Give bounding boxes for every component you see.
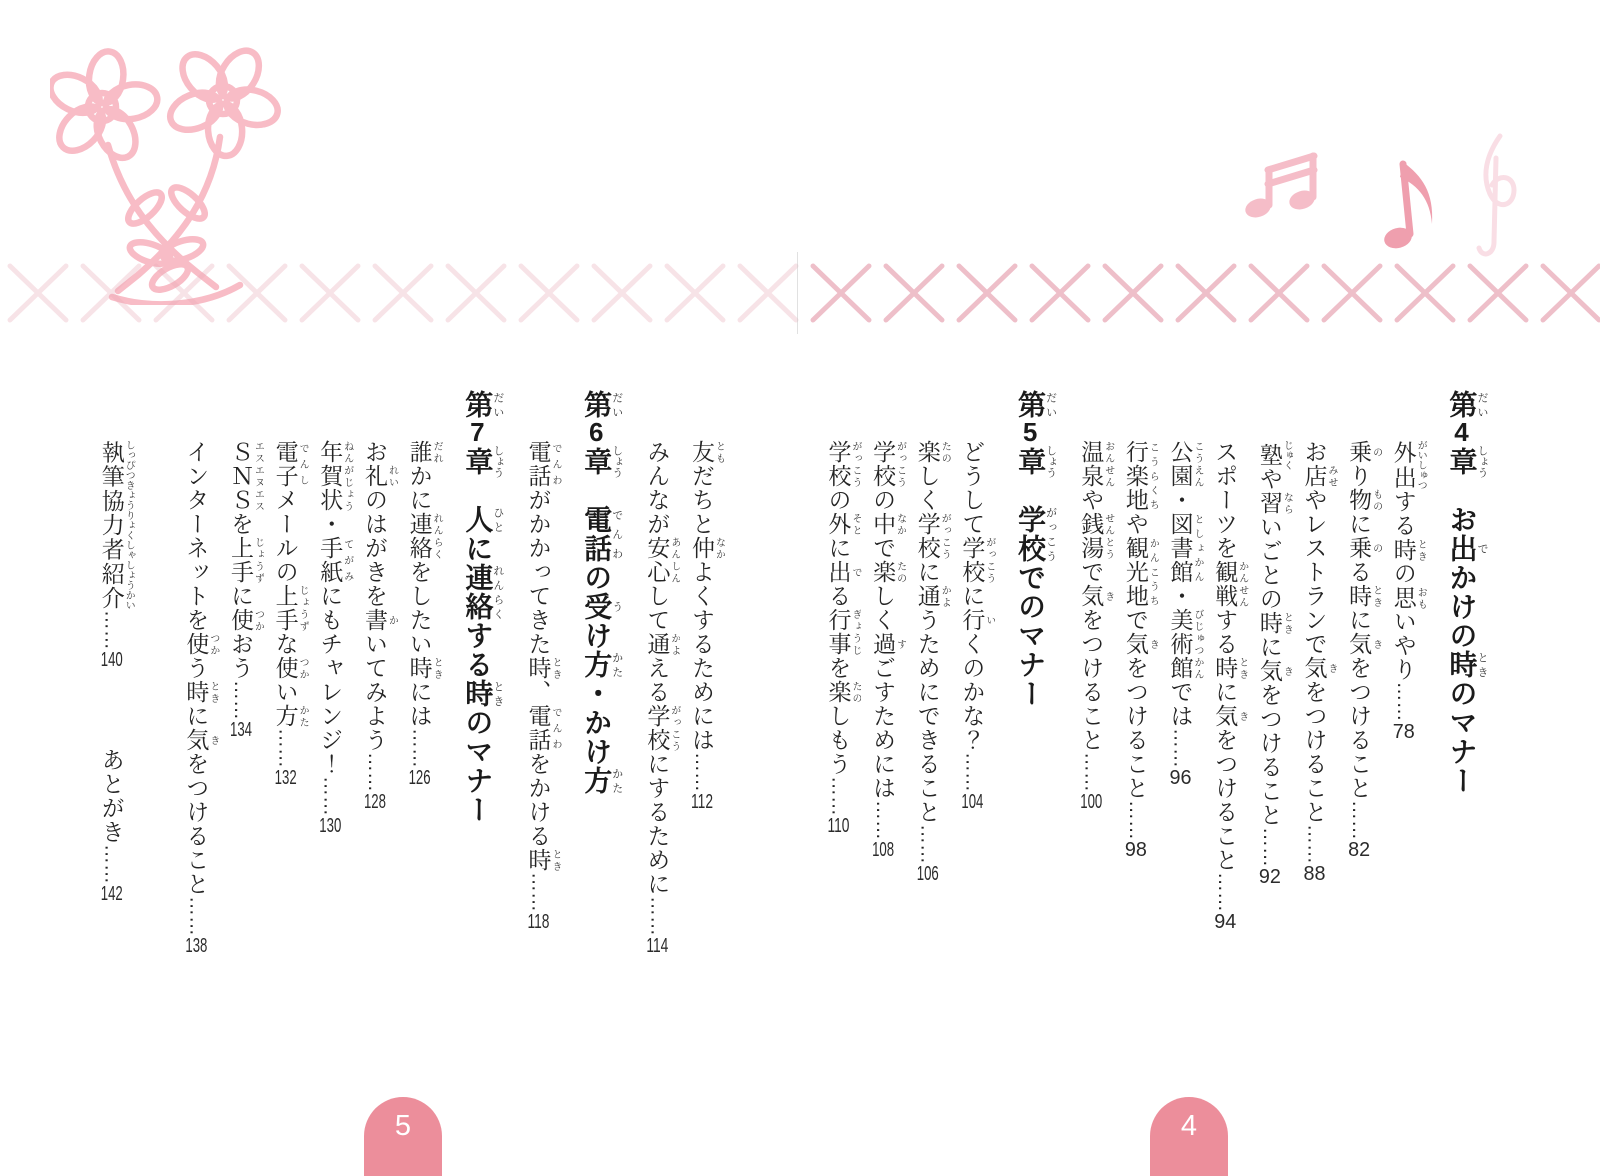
toc-page-ref: 100 — [1080, 792, 1103, 812]
toc-entry-text: ＳＮＳエスエヌエスを上手じょうずに使つかおう……134 — [228, 440, 264, 740]
dot-leader: …… — [274, 728, 297, 768]
dot-leader: …… — [1169, 728, 1192, 768]
toc-chapter-heading — [1010, 390, 1056, 982]
toc-entry-text: どうして学校がっこうに行いくのかな？……104 — [959, 440, 995, 812]
dot-leader: …… — [1080, 752, 1103, 792]
page-number: 4 — [1180, 1110, 1198, 1142]
toc-page-ref: 138 — [185, 936, 208, 956]
page-gutter-line — [797, 252, 798, 334]
toc-page-ref: 118 — [527, 912, 550, 932]
toc-page-right — [816, 390, 1504, 982]
toc-entry — [864, 390, 905, 982]
dot-leader: …… — [1303, 824, 1326, 864]
toc-entry — [1251, 390, 1292, 982]
page-number-tab-right — [1150, 1097, 1228, 1176]
dot-leader: …… — [100, 843, 123, 884]
toc-chapter-heading — [1442, 390, 1488, 982]
toc-chapter-heading — [576, 390, 622, 982]
toc-entry-text: みんなが安心あんしんして通かよえる学校がっこうにするために……114 — [644, 440, 680, 956]
toc-entry-text: 塾じゅくや習ならいごとの時ときに気きをつけること……92 — [1256, 440, 1293, 887]
toc-page-ref: 104 — [961, 792, 984, 812]
dot-leader: …… — [1124, 800, 1147, 840]
toc-page-ref: 130 — [319, 816, 342, 836]
toc-entry — [267, 390, 308, 982]
dot-leader: …… — [646, 896, 669, 936]
toc-entry-text: 乗のり物ものに乗のる時ときに気きをつけること……82 — [1346, 440, 1382, 860]
toc-entry-text: 行楽地こうらくちや観光地かんこうちで気きをつけること……98 — [1122, 440, 1159, 860]
dot-leader: …… — [961, 752, 984, 792]
dot-leader: …… — [527, 872, 550, 912]
toc-entry — [222, 390, 263, 982]
toc-entry-text: 外出がいしゅつする時ときの思おもいやり……78 — [1390, 440, 1427, 742]
toc-entry — [1117, 390, 1158, 982]
dot-leader: …… — [1392, 681, 1415, 722]
dot-leader: …… — [916, 824, 939, 864]
toc-entry — [1207, 390, 1248, 982]
toc-entry — [909, 390, 950, 982]
toc-page-ref: 134 — [230, 720, 253, 740]
toc-entry — [520, 390, 561, 982]
toc-entry-text: 公園こうえん・図書館としょかん・美術館びじゅつかんでは……96 — [1167, 440, 1204, 788]
dot-leader: …… — [100, 609, 123, 650]
toc-page-ref: 140 — [100, 649, 123, 670]
dot-leader: …… — [827, 776, 850, 816]
toc-page-left — [89, 390, 728, 982]
toc-entry — [401, 390, 442, 982]
toc-entry — [639, 390, 680, 982]
toc-entry — [954, 390, 995, 982]
toc-page-ref: 78 — [1392, 721, 1415, 742]
toc-entry — [1296, 390, 1337, 982]
toc-page-ref: 82 — [1348, 840, 1371, 860]
toc-page-ref: 114 — [646, 936, 669, 956]
toc-entry — [1073, 390, 1114, 982]
dot-leader: …… — [230, 680, 253, 720]
dot-leader: …… — [319, 776, 342, 816]
toc-entry-text: 温泉おんせんや銭湯せんとうで気きをつけること……100 — [1078, 440, 1114, 812]
toc-entry-text: 執筆協力者紹介しっぴつきょうりょくしゃしょうかい……140 — [98, 440, 135, 670]
toc-page-ref: 142 — [100, 883, 123, 904]
toc-page-ref: 88 — [1303, 864, 1326, 884]
dot-leader: …… — [691, 752, 713, 792]
dot-leader: …… — [1214, 872, 1237, 912]
toc-entry-text: あとがき……142 — [98, 747, 125, 904]
toc-entry-text: 誰だれかに連絡れんらくをしたい時ときには……126 — [406, 440, 443, 788]
toc-page-ref: 108 — [872, 840, 895, 860]
toc-page-ref: 132 — [274, 768, 297, 788]
toc-page-ref: 96 — [1169, 768, 1192, 788]
toc-page-ref: 110 — [827, 816, 850, 836]
toc-entry-text: インターネットを使つかう時ときに気きをつけること……138 — [183, 440, 219, 956]
toc-entry — [1162, 390, 1203, 982]
toc-entry-text: 第だい4章しょう お出でかけの時ときのマナー — [1446, 390, 1488, 795]
dot-leader: …… — [185, 896, 208, 936]
toc-column-group — [93, 390, 134, 982]
toc-page-ref: 92 — [1258, 867, 1281, 887]
toc-entry-text: 第だい6章しょう 電話でんわの受うけ方かた・かけ方かた — [581, 390, 623, 795]
dot-leader: …… — [408, 728, 431, 768]
toc-page-ref: 128 — [363, 792, 386, 812]
toc-entry — [820, 390, 861, 982]
dot-leader: …… — [1258, 827, 1281, 867]
cross-stitch-border-icon — [0, 252, 1600, 334]
dot-leader: …… — [1348, 800, 1371, 840]
toc-page-ref: 94 — [1214, 912, 1237, 932]
toc-entry-text: 電子でんしメールの上手じょうずな使つかい方かた……132 — [272, 440, 309, 788]
toc-entry — [1385, 390, 1426, 982]
page-number: 5 — [394, 1110, 412, 1142]
toc-entry-text: お店みせやレストランで気きをつけること……88 — [1301, 440, 1337, 884]
dot-leader: …… — [872, 800, 895, 840]
toc-entry — [312, 390, 353, 982]
page-number-tab-left — [364, 1097, 442, 1176]
toc-entry-text: 年賀状ねんがじょう・手紙てがみにもチャレンジ！……130 — [317, 440, 353, 836]
dot-leader: …… — [363, 752, 386, 792]
toc-entry-text: 電話でんわがかかってきた時とき、電話でんわをかける時とき……118 — [525, 440, 561, 932]
toc-entry-text: 友ともだちと仲なかよくするためには……112 — [689, 440, 725, 812]
toc-page-ref: 106 — [916, 864, 939, 884]
toc-entry-text: スポーツを観戦かんせんする時ときに気きをつけること……94 — [1212, 440, 1248, 932]
toc-entry-text: 学校がっこうの外そとに出でる行事ぎょうじを楽たのしもう……110 — [825, 440, 861, 836]
toc-entry — [356, 390, 397, 982]
toc-entry — [683, 390, 724, 982]
toc-chapter-heading — [458, 390, 504, 982]
toc-page-ref: 126 — [408, 768, 431, 788]
toc-entry — [1340, 390, 1381, 982]
toc-page-ref: 112 — [691, 792, 713, 812]
toc-entry-text: 楽たのしく学校がっこうに通かようためにできること……106 — [914, 440, 951, 884]
toc-page-ref: 98 — [1124, 840, 1147, 860]
toc-entry-text: お礼れいのはがきを書かいてみよう……128 — [361, 440, 398, 812]
toc-entry — [178, 390, 219, 982]
toc-entry-text: 第だい5章しょう 学校がっこうでのマナー — [1015, 390, 1057, 708]
toc-entry-text: 第だい7章しょう 人ひとに連絡れんらくする時ときのマナー — [462, 390, 504, 824]
toc-entry-text: 学校がっこうの中なかで楽たのしく過すごすためには……108 — [870, 440, 906, 860]
